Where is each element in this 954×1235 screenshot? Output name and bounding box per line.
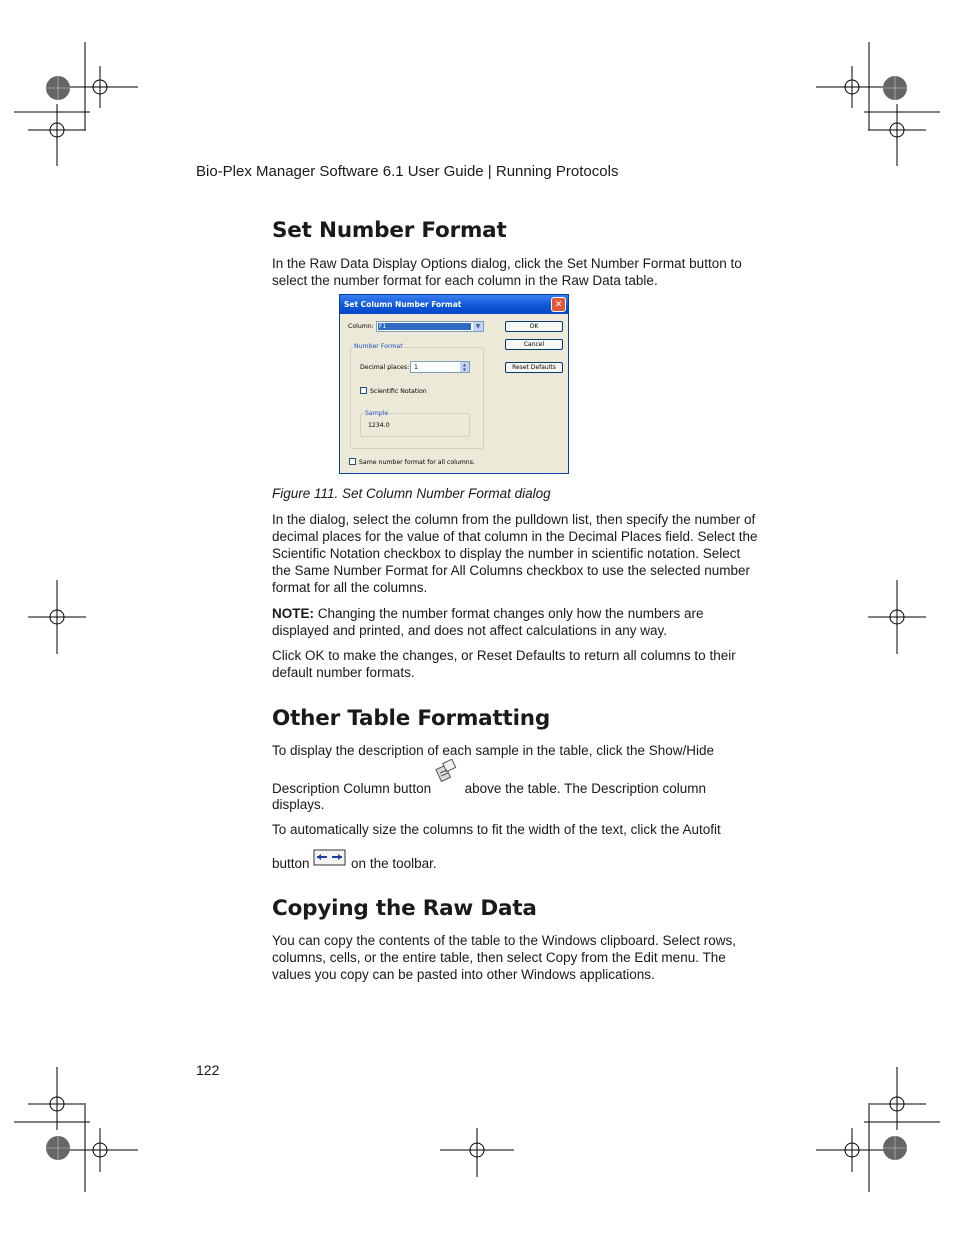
paragraph-autofit-line1: To automatically size the columns to fit the width of the text, click the Autofit [272, 822, 721, 837]
dialog-title: Set Column Number Format [344, 300, 462, 309]
scientific-notation-label: Scientific Notation [370, 388, 427, 395]
reset-defaults-button[interactable]: Reset Defaults [505, 362, 563, 373]
paragraph-set-number-closing: Click OK to make the changes, or Reset Defaults to return all columns to their default number formats. [272, 648, 736, 680]
dialog-title-bar [340, 295, 568, 314]
show-hide-description-icon [435, 779, 461, 793]
heading-other-table-formatting: Other Table Formatting [272, 706, 551, 731]
column-label: Column: [348, 323, 374, 330]
autofit-text-b: on the toolbar. [347, 856, 437, 871]
autofit-icon [313, 854, 347, 868]
column-dropdown-value: F1 [378, 323, 471, 330]
paragraph-set-number-intro: In the Raw Data Display Options dialog, click the Set Number Format button to select the number format for each column in the Raw Data table. [272, 256, 742, 288]
number-format-group-label: Number Format [354, 343, 403, 350]
sample-value: 1234.0 [368, 422, 390, 429]
paragraph-copying-body: You can copy the contents of the table to the Windows clipboard. Select rows, columns, cells, or the entire table, then select Copy from the Edit menu. The values you copy can be pasted into other Windows applications. [272, 933, 737, 982]
note-paragraph [272, 605, 758, 639]
running-header: Bio-Plex Manager Software 6.1 User Guide | Running Protocols [196, 163, 619, 180]
decimal-places-stepper[interactable] [410, 361, 470, 373]
page-number: 122 [196, 1062, 220, 1078]
figure-caption: Figure 111. Set Column Number Format dialog [272, 486, 551, 501]
description-text-a: Description Column button [272, 781, 435, 796]
column-dropdown[interactable] [376, 321, 484, 332]
paragraph-description-line2 [272, 779, 758, 797]
close-icon[interactable]: ✕ [551, 297, 566, 312]
scientific-notation-checkbox[interactable] [360, 387, 367, 394]
heading-copying-raw-data: Copying the Raw Data [272, 896, 537, 921]
ok-button[interactable]: OK [505, 321, 563, 332]
paragraph-set-number-body: In the dialog, select the column from the pulldown list, then specify the number of decimal places for the value of that column in the Decimal Places field. Select the Scientific Notation checkbox to display the number in scientific notation. Select the Same Number Format for All Columns checkbox to use the selected number format for all the columns. [272, 512, 758, 595]
paragraph-description-line1: To display the description of each sample in the table, click the Show/Hide [272, 743, 714, 758]
paragraph-description-line3: displays. [272, 797, 325, 812]
chevron-up-icon[interactable]: ▲ [460, 362, 469, 367]
decimal-places-value: 1 [414, 364, 418, 371]
autofit-text-a: button [272, 856, 314, 871]
decimal-places-label: Decimal places: [360, 364, 410, 371]
same-format-all-label: Same number format for all columns. [359, 459, 475, 466]
note-label: NOTE: [272, 606, 314, 621]
cancel-button[interactable]: Cancel [505, 339, 563, 350]
paragraph-autofit-line2 [272, 854, 758, 872]
sample-group-label: Sample [365, 410, 389, 417]
same-format-all-checkbox[interactable] [349, 458, 356, 465]
heading-set-number-format: Set Number Format [272, 218, 507, 243]
chevron-down-icon[interactable]: ▼ [460, 367, 469, 372]
set-column-number-format-dialog [339, 294, 569, 474]
description-text-b: above the table. The Description column [460, 781, 706, 796]
note-text: Changing the number format changes only how the numbers are displayed and printed, and does not affect calculations in any way. [272, 606, 704, 638]
chevron-down-icon[interactable]: ▼ [473, 322, 483, 331]
